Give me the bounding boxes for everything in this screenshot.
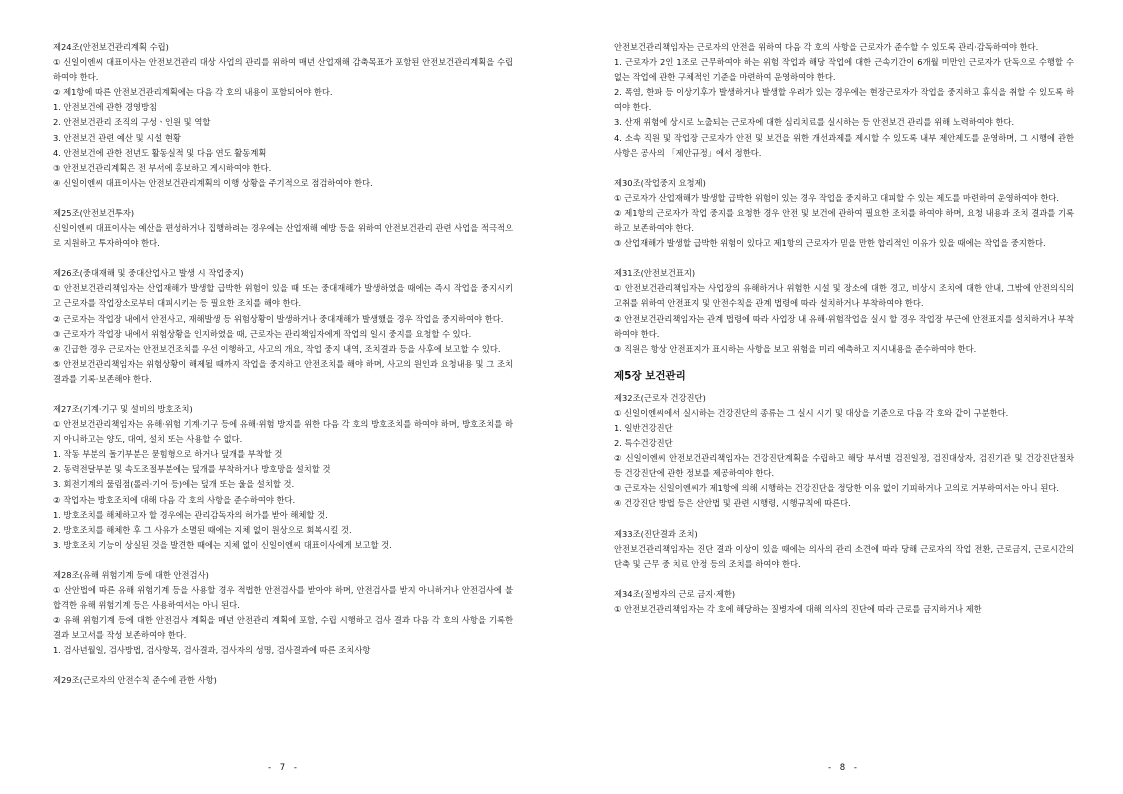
article-32-p1: ① 신일이엔씨에서 실시하는 건강진단의 종류는 그 실시 시기 및 대상을 기준으로 다음 각 호와 같이 구분한다. [614, 407, 1009, 418]
article-28-p1: ① 산안법에 따른 유해 위험기계 등을 사용할 경우 적법한 안전검사를 받아야 하며, 안전검사를 받지 아니하거나 안전검사에 불합격한 유해 위험기계 등은 사용하여서는 아니 된다. [53, 585, 513, 611]
article-30-p3: ③ 산업재해가 발생할 급박한 위험이 있다고 제1항의 근로자가 믿을 만한 합리적인 이유가 있을 때에는 작업을 중지한다. [614, 238, 1046, 249]
article-24-item: 1. 안전보건에 관한 경영방침 [53, 102, 157, 113]
article-32-title: 제32조(근로자 건강진단) [614, 392, 706, 403]
article-30-p1: ① 근로자가 산업재해가 발생할 급박한 위험이 있는 경우 작업을 중지하고 대피할 수 있는 제도를 마련하여 운영하여야 한다. [614, 192, 1060, 203]
page-7 [53, 40, 513, 689]
article-28-p2: ② 유해 위험기계 등에 대한 안전검사 계획을 매년 안전관리 계획에 포함, 수립 시행하고 검사 결과 다음 각 호의 사항을 기록한 결과 보고서를 작성 보존하여야 한다. [53, 615, 513, 641]
page-number: - 8 - [828, 763, 860, 773]
article-28-title: 제28조(유해 위험기계 등에 대한 안전검사) [53, 569, 209, 580]
article-32-item: 1. 일반건강진단 [614, 422, 673, 433]
article-27-item: 1. 작동 부분의 돌기부분은 묻힘형으로 하거나 덮개를 부착할 것 [53, 449, 283, 460]
article-24-item: 2. 안전보건관리 조직의 구성ㆍ인원 및 역할 [53, 117, 211, 128]
article-30-p2: ② 제1항의 근로자가 작업 중지를 요청한 경우 안전 및 보건에 관하여 필요한 조치를 하여야 하며, 요청 내용과 조치 결과를 기록하고 보존하여야 한다. [614, 207, 1074, 234]
article-29-item: 4. 소속 직원 및 작업장 근로자가 안전 및 보건을 위한 개선과제를 제시할 수 있도록 내부 제안제도를 운영하며, 그 시행에 관한 사항은 공사의 「제안규정」에서 정한다. [614, 132, 1074, 158]
article-27-item: 1. 방호조치를 해체하고자 할 경우에는 관리감독자의 허가를 받아 해체할 것. [53, 509, 328, 520]
article-24-title: 제24조(안전보건관리계획 수립) [53, 42, 169, 52]
article-26-p1: ① 안전보건관리책임자는 산업재해가 발생할 급박한 위험이 있을 때 또는 중대재해가 발생하였을 때에는 즉시 작업을 중지시키고 근로자를 작업장소로부터 대피시키는 등 필요한 조치를 해야 한다. [53, 283, 513, 309]
article-29-item: 1. 근로자가 2인 1조로 근무하여야 하는 위험 작업과 해당 작업에 대한 근속기간이 6개월 미만인 근로자가 단독으로 수행할 수 없는 작업에 관한 구체적인 기준을 마련하여 운영하여야 한다. [614, 57, 1074, 83]
article-26-p2: ② 근로자는 작업장 내에서 안전사고, 재해발생 등 위험상황이 발생하거나 중대재해가 발생했을 경우 작업을 중지하여야 한다. [53, 313, 504, 324]
article-27-item: 3. 회전기계의 물림점(롤러·기어 등)에는 덮개 또는 울을 설치할 것. [53, 479, 295, 490]
article-32-p3: ③ 근로자는 신일이엔씨가 제1항에 의해 시행하는 건강진단을 정당한 이유 없이 기피하거나 고의로 거부하여서는 아니 된다. [614, 483, 1060, 494]
page-number: - 7 - [268, 763, 300, 773]
article-29-p1: 안전보건관리책임자는 근로자의 안전을 위하여 다음 각 호의 사항을 근로자가 준수할 수 있도록 관리·감독하여야 한다. [614, 42, 1039, 52]
article-24-p4: ④ 신일이엔씨 대표이사는 안전보건관리계획의 이행 상황을 주기적으로 점검하여야 한다. [53, 177, 373, 188]
article-26-title: 제26조(중대재해 및 중대산업사고 발생 시 작업중지) [53, 268, 244, 279]
article-31-p3: ③ 직원은 항상 안전표지가 표시하는 사항을 보고 위험을 미리 예측하고 지시내용을 준수하여야 한다. [614, 343, 977, 354]
article-24-p1: ① 신일이엔씨 대표이사는 안전보건관리 대상 사업의 관리를 위하여 매년 산업재해 감축목표가 포함된 안전보건관리계획을 수립하여야 한다. [53, 57, 513, 83]
article-24-p2: ② 제1항에 따른 안전보건관리계획에는 다음 각 호의 내용이 포함되어야 한다. [53, 87, 333, 98]
article-33-title: 제33조(진단결과 조치) [614, 528, 698, 539]
article-27-p2: ② 작업자는 방호조치에 대해 다음 각 호의 사항을 준수하여야 한다. [53, 494, 296, 505]
article-25-title: 제25조(안전보건투자) [53, 207, 135, 218]
article-29-item: 3. 산재 위험에 상시로 노출되는 근로자에 대한 심리치료를 실시하는 등 안전보건 관리를 위해 노력하여야 한다. [614, 117, 1015, 128]
article-30-title: 제30조(작업중지 요청제) [614, 177, 706, 188]
article-27-item: 2. 동력전달부분 및 속도조절부분에는 덮개를 부착하거나 방호망을 설치할 것 [53, 464, 331, 475]
article-26-p3: ③ 근로자가 작업장 내에서 위험상황을 인지하였을 때, 근로자는 관리책임자에게 작업의 일시 중지를 요청할 수 있다. [53, 328, 472, 339]
article-27-p1: ① 안전보건관리책임자는 유해·위험 기계·기구 등에 유해·위험 방지를 위한 다음 각 호의 방호조치를 하여야 하며, 방호조치를 하지 아니하고는 양도, 대여, 설치 또는 사용할 수 없다. [53, 419, 513, 445]
article-33-p1: 안전보건관리책임자는 진단 결과 이상이 있을 때에는 의사의 관리 소견에 따라 당해 근로자의 작업 전환, 근로금지, 근로시간의 단축 및 근무 중 치료 안정 등의 조치를 하여야 한다. [614, 543, 1074, 569]
article-31-p2: ② 안전보건관리책임자는 관계 법령에 따라 사업장 내 유해·위험작업을 실시 할 경우 작업장 부근에 안전표지를 설치하거나 부착하여야 한다. [614, 313, 1074, 339]
article-29-title: 제29조(근로자의 안전수칙 준수에 관한 사항) [53, 675, 217, 686]
article-27-title: 제27조(기계·기구 및 설비의 방호조치) [53, 403, 193, 414]
article-26-p5: ⑤ 안전보건관리책임자는 위험상황이 해제될 때까지 작업을 중지하고 안전조치를 해야 하며, 사고의 원인과 요청내용 및 그 조치결과를 기록·보존해야 한다. [53, 358, 513, 384]
page-8 [614, 40, 1074, 617]
article-26-p4: ④ 긴급한 경우 근로자는 안전보건조치를 우선 이행하고, 사고의 개요, 작업 중지 내역, 조치결과 등을 사후에 보고할 수 있다. [53, 343, 501, 354]
article-25-p1: 신일이엔씨 대표이사는 예산을 편성하거나 집행하려는 경우에는 산업재해 예방 등을 위하여 안전보건관리 관련 사업을 적극적으로 지원하고 투자하여야 한다. [53, 223, 513, 249]
article-24-item: 3. 안전보건 관련 예산 및 시설 현황 [53, 132, 181, 143]
article-32-item: 2. 특수건강진단 [614, 438, 673, 449]
chapter-heading: 제5장 보건관리 [614, 369, 686, 382]
article-27-item: 2. 방호조치를 해체한 후 그 사유가 소멸된 때에는 지체 없이 원상으로 회복시킬 것. [53, 524, 352, 535]
article-32-p2: ② 신일이엔씨 안전보건관리책임자는 건강진단계획을 수립하고 해당 부서별 검진일정, 검진대상자, 검진기관 및 건강진단절차 등 건강진단에 관한 정보를 제공하여야 한다. [614, 453, 1074, 479]
article-34-title: 제34조(질병자의 근로 금지·제한) [614, 588, 736, 599]
article-24-p3: ③ 안전보건관리계획은 전 부서에 홍보하고 게시하여야 한다. [53, 162, 272, 173]
article-24-item: 4. 안전보건에 관한 전년도 활동실적 및 다음 연도 활동계획 [53, 147, 267, 158]
article-27-item: 3. 방호조치 기능이 상실된 것을 발견한 때에는 지체 없이 신일이엔씨 대표이사에게 보고할 것. [53, 539, 392, 550]
article-34-p1: ① 안전보건관리책임자는 각 호에 해당하는 질병자에 대해 의사의 진단에 따라 근로를 금지하거나 제한 [614, 603, 982, 614]
article-28-item: 1. 검사년월일, 검사방법, 검사항목, 검사결과, 검사자의 성명, 검사결과에 따른 조치사항 [53, 645, 371, 656]
article-29-item: 2. 폭염, 한파 등 이상기후가 발생하거나 발생할 우려가 있는 경우에는 현장근로자가 작업을 중지하고 휴식을 취할 수 있도록 하여야 한다. [614, 87, 1074, 113]
article-32-p4: ④ 건강진단 방법 등은 산안법 및 관련 시행령, 시행규칙에 따른다. [614, 498, 851, 509]
article-31-p1: ① 안전보건관리책임자는 사업장의 유해하거나 위험한 시설 및 장소에 대한 경고, 비상시 조치에 대한 안내, 그밖에 안전의식의 고취를 위하여 안전표지 및 안전수칙을 관계 법령에 따라 설치하거나 부착하여야 한다. [614, 283, 1074, 309]
article-31-title: 제31조(안전보건표지) [614, 268, 696, 279]
